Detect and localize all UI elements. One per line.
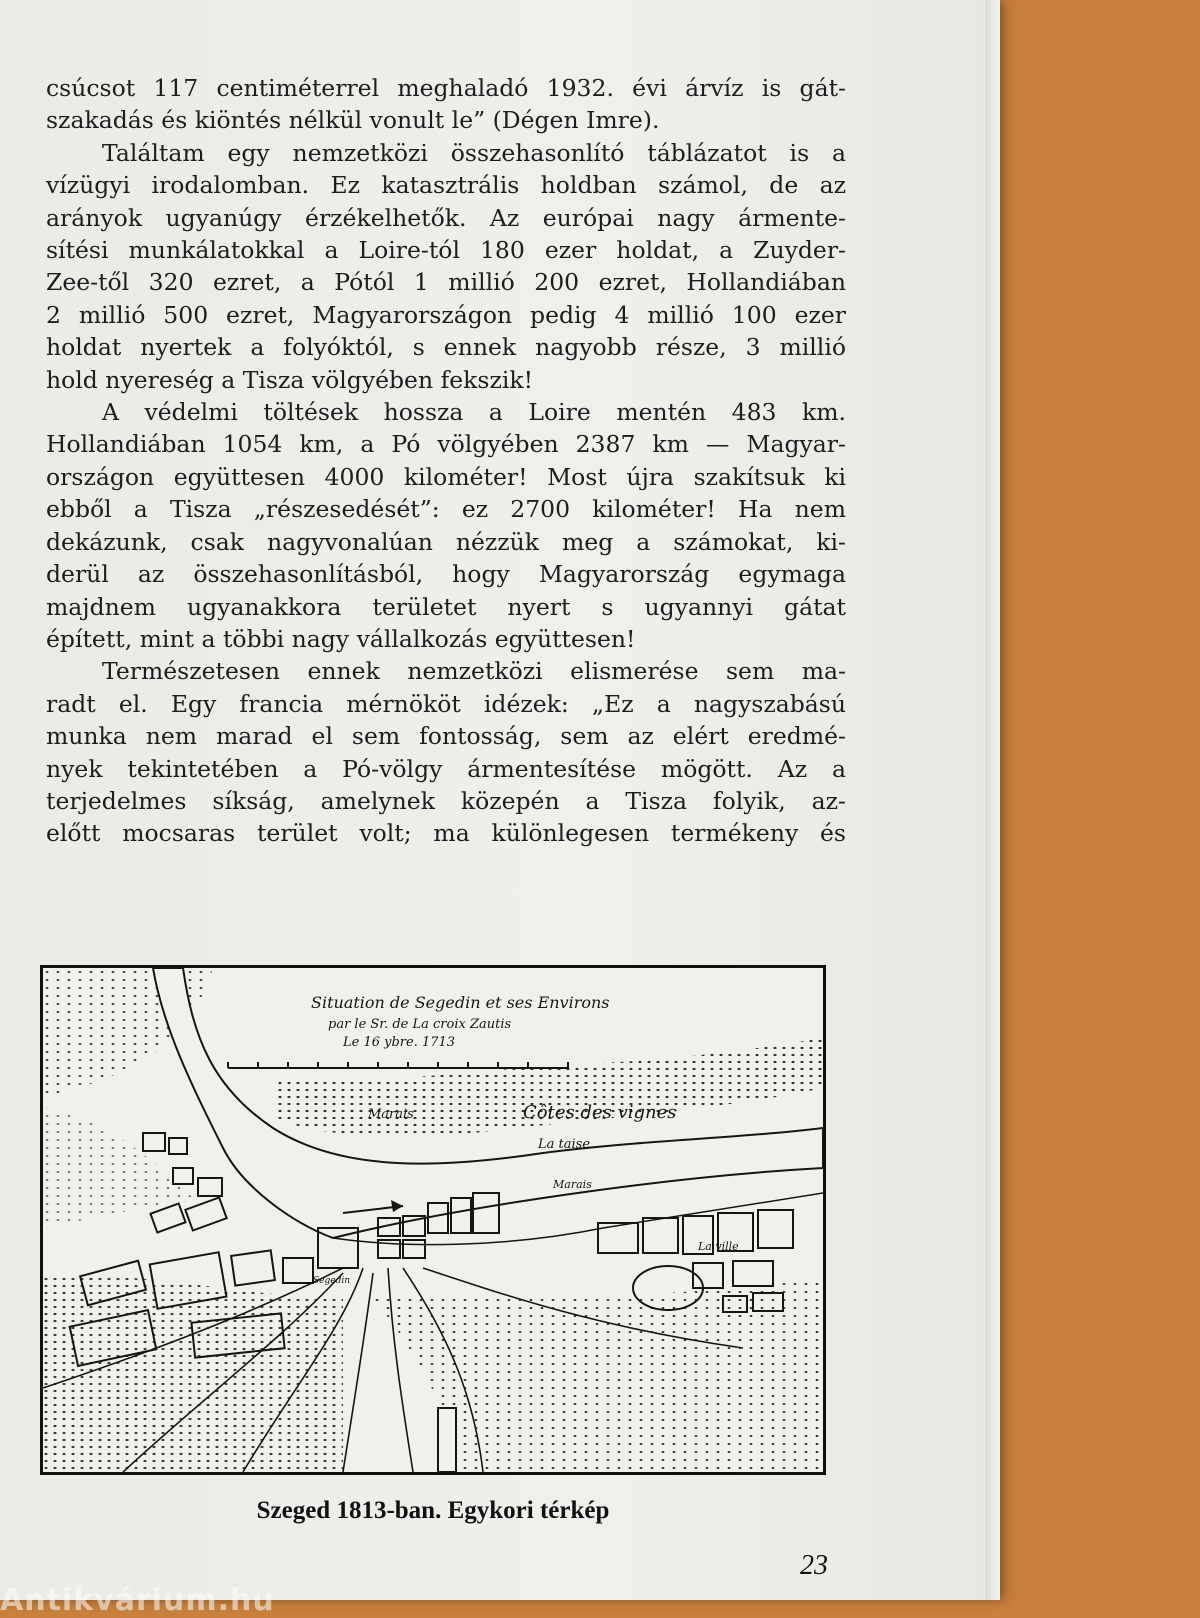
text-line: épített, mint a többi nagy vállalkozás együttesen! xyxy=(46,624,636,653)
text-line: Találtam egy nemzetközi összehasonlító táblázatot is a xyxy=(102,138,846,167)
map-title-line-3: Le 16 ybre. 1713 xyxy=(343,1035,456,1050)
text-line: majdnem ugyanakkora területet nyert s ugyannyi gátat xyxy=(46,592,846,621)
text-line: országon együttesen 4000 kilométer! Most újra szakítsuk ki xyxy=(46,462,846,491)
text-line: arányok ugyanúgy érzékelhetők. Az európai nagy ármente- xyxy=(46,203,846,232)
text-line: nyek tekintetében a Pó-völgy ármentesítése mögött. Az a xyxy=(46,754,846,783)
map-label-la-ville: La ville xyxy=(698,1240,739,1253)
text-line: csúcsot 117 centiméterrel meghaladó 1932. évi árvíz is gát- xyxy=(46,74,846,102)
map-title-line-1: Situation de Segedin et ses Environs xyxy=(311,993,610,1012)
historic-map xyxy=(40,965,826,1475)
text-line: derül az összehasonlításból, hogy Magyarország egymaga xyxy=(46,560,846,589)
map-label-cottes: Côtes des vignes xyxy=(523,1102,677,1123)
map-label-marais: Marais xyxy=(368,1107,414,1122)
text-line: hold nyereség a Tisza völgyében fekszik! xyxy=(46,365,534,394)
text-line: szakadás és kiöntés nélkül vonult le” (Dégen Imre). xyxy=(46,106,660,135)
text-line: dekázunk, csak nagyvonalúan nézzük meg a számokat, ki- xyxy=(46,527,846,556)
map-label-marais-2: Marais xyxy=(553,1178,592,1191)
text-line: előtt mocsaras terület volt; ma különlegesen termékeny és xyxy=(46,819,846,848)
map-drawing xyxy=(43,968,823,1472)
body-text xyxy=(46,72,846,850)
figure-caption: Szeged 1813-ban. Egykori térkép xyxy=(256,1497,610,1524)
page-number: 23 xyxy=(800,1550,828,1581)
map-title-line-2: par le Sr. de La croix Zautis xyxy=(328,1017,512,1032)
page-edge xyxy=(985,0,1000,1600)
map-label-la-taise: La taise xyxy=(538,1137,591,1152)
text-line: ebből a Tisza „részesedését”: ez 2700 kilométer! Ha nem xyxy=(46,495,846,524)
text-line: Hollandiában 1054 km, a Pó völgyében 2387 km — Magyar- xyxy=(46,430,846,459)
text-line: vízügyi irodalomban. Ez katasztrális holdban számol, de az xyxy=(46,171,846,200)
text-line: Zee-től 320 ezret, a Pótól 1 millió 200 ezret, Hollandiában xyxy=(46,268,846,297)
text-line: A védelmi töltések hossza a Loire mentén 483 km. xyxy=(102,398,846,427)
text-line: Természetesen ennek nemzetközi elismerése sem ma- xyxy=(102,657,846,686)
text-line: 2 millió 500 ezret, Magyarországon pedig 4 millió 100 ezer xyxy=(46,300,846,329)
watermark: Antikvárium.hu xyxy=(0,1583,275,1618)
text-line: terjedelmes síkság, amelynek közepén a Tisza folyik, az- xyxy=(46,786,846,815)
text-line: sítési munkálatokkal a Loire-tól 180 ezer holdat, a Zuyder- xyxy=(46,236,846,265)
map-label-segedin: Segedin xyxy=(313,1276,351,1286)
text-line: holdat nyertek a folyóktól, s ennek nagyobb része, 3 millió xyxy=(46,333,846,362)
text-line: munka nem marad el sem fontosság, sem az elért eredmé- xyxy=(46,722,846,751)
text-line: radt el. Egy francia mérnököt idézek: „Ez a nagyszabású xyxy=(46,689,846,718)
